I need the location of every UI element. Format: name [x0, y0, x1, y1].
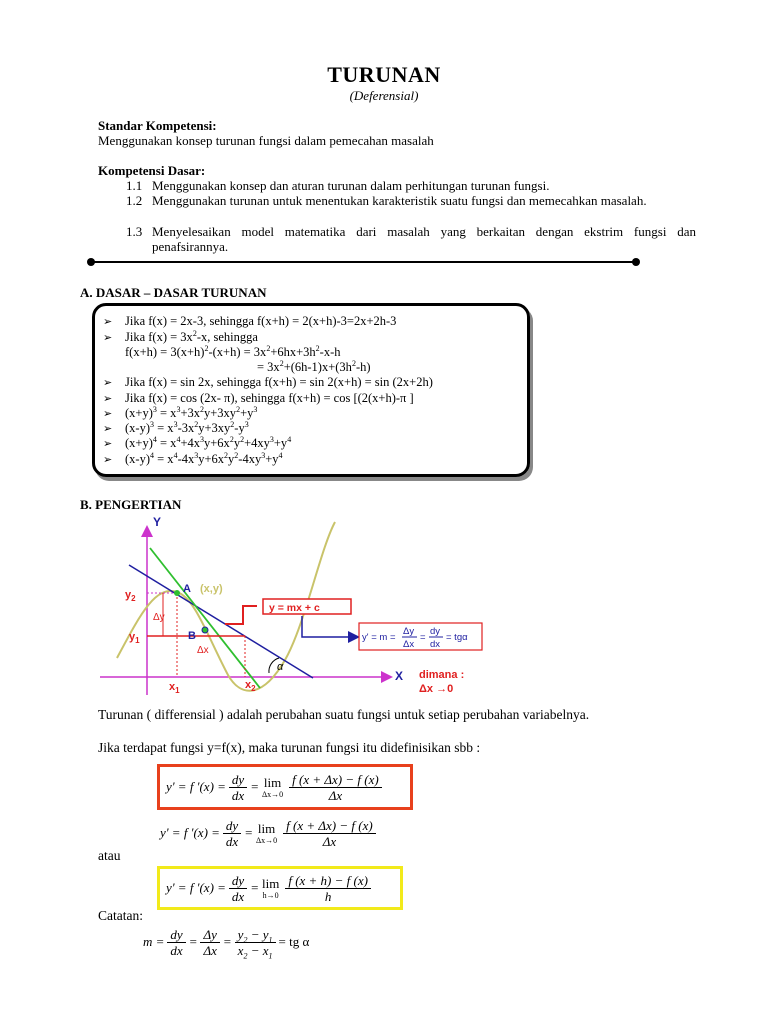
list-item: = $3x^2+(6h-1)x+(3h^2-h)$	[257, 358, 371, 374]
point-a	[174, 590, 180, 596]
kd-text: Menggunakan konsep dan aturan turunan dalam perhitungan turunan fungsi.	[152, 178, 550, 193]
list-item: ➢ $(x+y)^4 = x^4+4x^3y+6x^2y^2+4xy^3+y^4$	[103, 434, 292, 450]
list-item: ➢ Jika f(x) = 2x-3, sehingga f(x+h) = 2(x+h)-3=2x+2h-3	[103, 314, 397, 328]
list-item: ➢ $(x+y)^3 = x^3+3x^2y+3xy^2+y^3$	[103, 404, 258, 420]
line-eq: y = mx + c	[269, 602, 320, 614]
section-b-heading: B. PENGERTIAN	[80, 497, 182, 512]
kd-heading: Kompetensi Dasar:	[98, 163, 206, 178]
sk-text: Menggunakan konsep turunan fungsi dalam pemecahan masalah	[98, 133, 434, 148]
deriv-frac1-num: Δy	[403, 626, 415, 637]
paragraph-intro: Jika terdapat fungsi y=f(x), maka turunan fungsi itu didefinisikan sbb :	[98, 740, 481, 755]
catatan-label: Catatan:	[98, 908, 143, 923]
point-a-label: A	[183, 583, 191, 595]
section-a-heading: A. DASAR – DASAR TURUNAN	[80, 285, 267, 300]
list-item: ➢ Jika f(x) = cos (2x- π), sehingga f(x+h) = cos [(2(x+h)-π ]	[103, 391, 414, 405]
list-item: ➢ Jika f(x) = sin 2x, sehingga f(x+h) = sin 2(x+h) = sin (2x+2h)	[103, 375, 433, 389]
point-b	[202, 627, 208, 633]
x-axis-label: X	[395, 669, 404, 683]
deriv-frac1-den: Δx	[403, 639, 415, 650]
list-item: ➢ Jika $f(x) = 3x^2-x$, sehingga	[103, 328, 258, 344]
kd-item	[126, 224, 696, 256]
dy-label: Δy	[153, 612, 165, 623]
formula-slope: m = $\frac{dy}{dx}$ = $\frac{\Delta y}{\Delta x}$ = $\frac{y_2 - y_1}{x_2 - x_1}$ = tg α	[143, 926, 310, 961]
formula-box-red: y' = f '(x) = $\frac{dy}{dx}$ = lim Δx→0 $\frac{f (x + \Delta x) - f (x)}{\Delta x}$	[157, 764, 413, 810]
deriv-lhs: y' = m =	[362, 632, 396, 643]
y1-label: $y_1$	[129, 631, 140, 645]
pointer-arrow-blue	[302, 616, 357, 637]
deriv-frac2-den: dx	[430, 639, 441, 650]
list-item: ➢ $(x-y)^3 = x^3-3x^2y+3xy^2-y^3$	[103, 419, 249, 435]
kd-text: Menggunakan turunan untuk menentukan karakteristik suatu fungsi dan memecahkan masalah.	[152, 193, 647, 208]
divider-dot-left	[87, 258, 95, 266]
alpha-label: α	[277, 661, 284, 673]
dimana-label: dimana :	[419, 669, 465, 681]
derivative-graph	[95, 510, 495, 700]
x2-label: $x_2$	[245, 679, 256, 693]
point-b-label: B	[188, 630, 196, 642]
pointer-arrow-red	[225, 606, 257, 624]
deriv-frac2-num: dy	[430, 626, 441, 637]
formula-plain: y' = f '(x) = $\frac{dy}{dx}$ = lim Δx→0 $\frac{f (x + \Delta x) - f (x)}{\Delta x}$	[160, 815, 410, 851]
list-item: ➢ $(x-y)^4 = x^4-4x^3y+6x^2y^2-4xy^3+y^4$	[103, 450, 283, 466]
sk-heading: Standar Kompetensi:	[98, 118, 217, 133]
page-title: TURUNAN	[327, 62, 441, 87]
divider-dot-right	[632, 258, 640, 266]
limit-note: Δx →0	[419, 683, 454, 695]
kd-item	[126, 178, 696, 194]
x1-label: $x_1$	[169, 681, 180, 695]
list-item: $f(x+h) = 3(x+h)^2-(x+h) = 3x^2+6hx+3h^2-x-h$	[125, 343, 341, 359]
paragraph-definition: Turunan ( differensial ) adalah perubahan suatu fungsi untuk setiap perubahan variabelnya.	[98, 707, 590, 722]
point-a-coord: (x,y)	[200, 583, 223, 595]
divider-line	[90, 261, 636, 263]
dx-label: Δx	[197, 645, 209, 656]
deriv-rhs: = tgα	[446, 632, 468, 643]
kd-text: Menyelesaikan model matematika dari masalah yang berkaitan dengan ekstrim fungsi dan penafsirannya.	[152, 224, 696, 254]
atau-label: atau	[98, 848, 121, 863]
kd-num: 1.2	[126, 193, 143, 208]
deriv-eq: =	[420, 632, 426, 643]
kd-num: 1.1	[126, 178, 143, 193]
kd-item	[126, 193, 696, 225]
formula-box-yellow: y' = f '(x) = $\frac{dy}{dx}$ = lim h→0 $\frac{f (x + h) - f (x)}{h}$	[157, 866, 403, 910]
page-subtitle: (Deferensial)	[349, 88, 419, 103]
y2-label: $y_2$	[125, 589, 136, 603]
kd-num: 1.3	[126, 224, 143, 239]
y-axis-label: Y	[153, 515, 162, 529]
